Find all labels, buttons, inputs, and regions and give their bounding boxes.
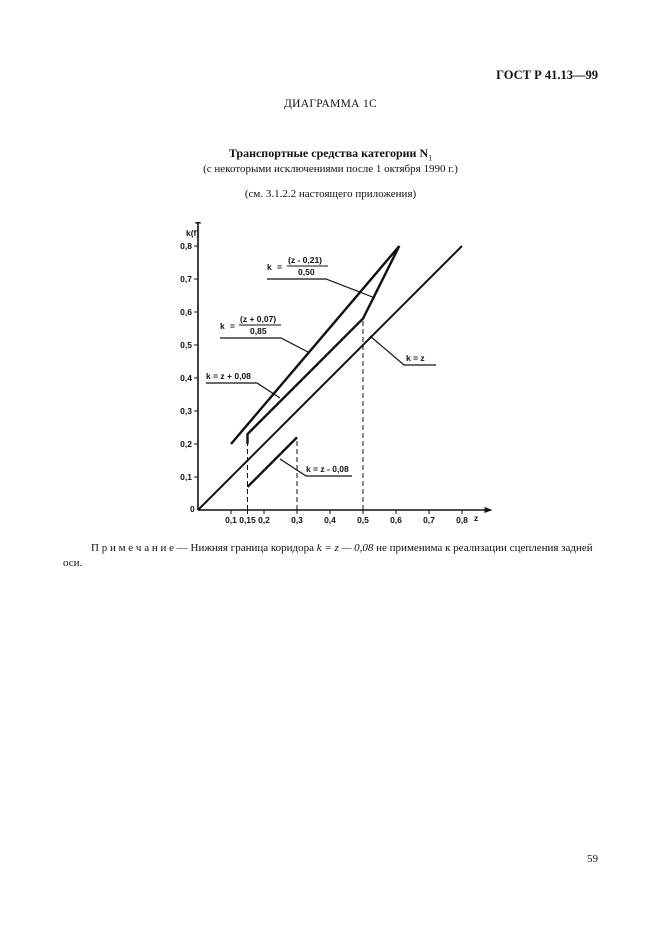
formula-2-denominator: 0,85 xyxy=(250,326,267,336)
x-tick-label: 0,15 xyxy=(239,515,256,525)
page-number: 59 xyxy=(587,853,598,865)
note-formula: k = z — 0,08 xyxy=(316,542,374,554)
x-tick-label: 0,3 xyxy=(291,515,303,525)
formula-upper-mid xyxy=(220,314,281,336)
series-lower-boundary xyxy=(248,437,298,487)
origin-label: 0 xyxy=(190,504,195,514)
y-tick-label: 0,5 xyxy=(180,340,192,350)
x-tick-label: 0,2 xyxy=(258,515,270,525)
y-tick-label: 0,1 xyxy=(180,472,192,482)
note-paragraph xyxy=(63,541,603,571)
x-tick-label: 0,5 xyxy=(357,515,369,525)
chart-title-text: Транспортные средства категории N xyxy=(228,146,429,160)
braking-diagram xyxy=(160,222,500,532)
formula-1-eq: = xyxy=(277,262,282,272)
y-axis-arrow xyxy=(195,222,201,224)
y-tick-label: 0,2 xyxy=(180,439,192,449)
x-tick-label: 0,7 xyxy=(423,515,435,525)
formula-upper-low: k = z + 0,08 xyxy=(206,371,251,381)
y-tick-label: 0,3 xyxy=(180,406,192,416)
y-tick-label: 0,8 xyxy=(180,241,192,251)
annotation-leader xyxy=(370,336,436,365)
note-rest: не применима к реализации сцепления задней оси. xyxy=(63,542,593,569)
x-axis-arrow xyxy=(485,507,493,513)
x-tick-label: 0,4 xyxy=(324,515,336,525)
chart-title xyxy=(0,146,661,162)
x-tick-label: 0,1 xyxy=(225,515,237,525)
annotation-leader xyxy=(206,383,280,398)
annotation-leader xyxy=(220,338,308,352)
series-upper-boundary xyxy=(231,246,399,444)
y-tick-label: 0,6 xyxy=(180,307,192,317)
y-axis-label: k(f) xyxy=(186,228,200,238)
diagram-label: ДИАГРАММА 1С xyxy=(284,98,377,110)
subtitle-reference: (см. 3.1.2.2 настоящего приложения) xyxy=(244,188,417,200)
note-prefix: П р и м е ч а н и е — Нижняя граница коридора xyxy=(91,542,317,554)
x-tick-label: 0,6 xyxy=(390,515,402,525)
x-tick-label: 0,8 xyxy=(456,515,468,525)
formula-lower-boundary: k = z - 0,08 xyxy=(306,464,349,474)
formula-k-equals-z: k = z xyxy=(406,353,425,363)
document-id: ГОСТ Р 41.13—99 xyxy=(496,68,598,82)
formula-1-k: k xyxy=(267,262,272,272)
chart-title-index: 1 xyxy=(428,153,433,163)
x-axis-label: z xyxy=(474,513,479,523)
subtitle-exceptions: (с некоторыми исключениями после 1 октября 1990 г.) xyxy=(203,163,458,175)
formula-upper-steep xyxy=(267,255,328,277)
formula-1-numerator: (z - 0,21) xyxy=(288,255,323,265)
formula-1-denominator: 0,50 xyxy=(298,267,315,277)
y-tick-label: 0,7 xyxy=(180,274,192,284)
formula-2-eq: = xyxy=(230,321,235,331)
formula-2-numerator: (z + 0,07) xyxy=(240,314,277,324)
formula-2-k: k xyxy=(220,321,225,331)
y-tick-label: 0,4 xyxy=(180,373,192,383)
